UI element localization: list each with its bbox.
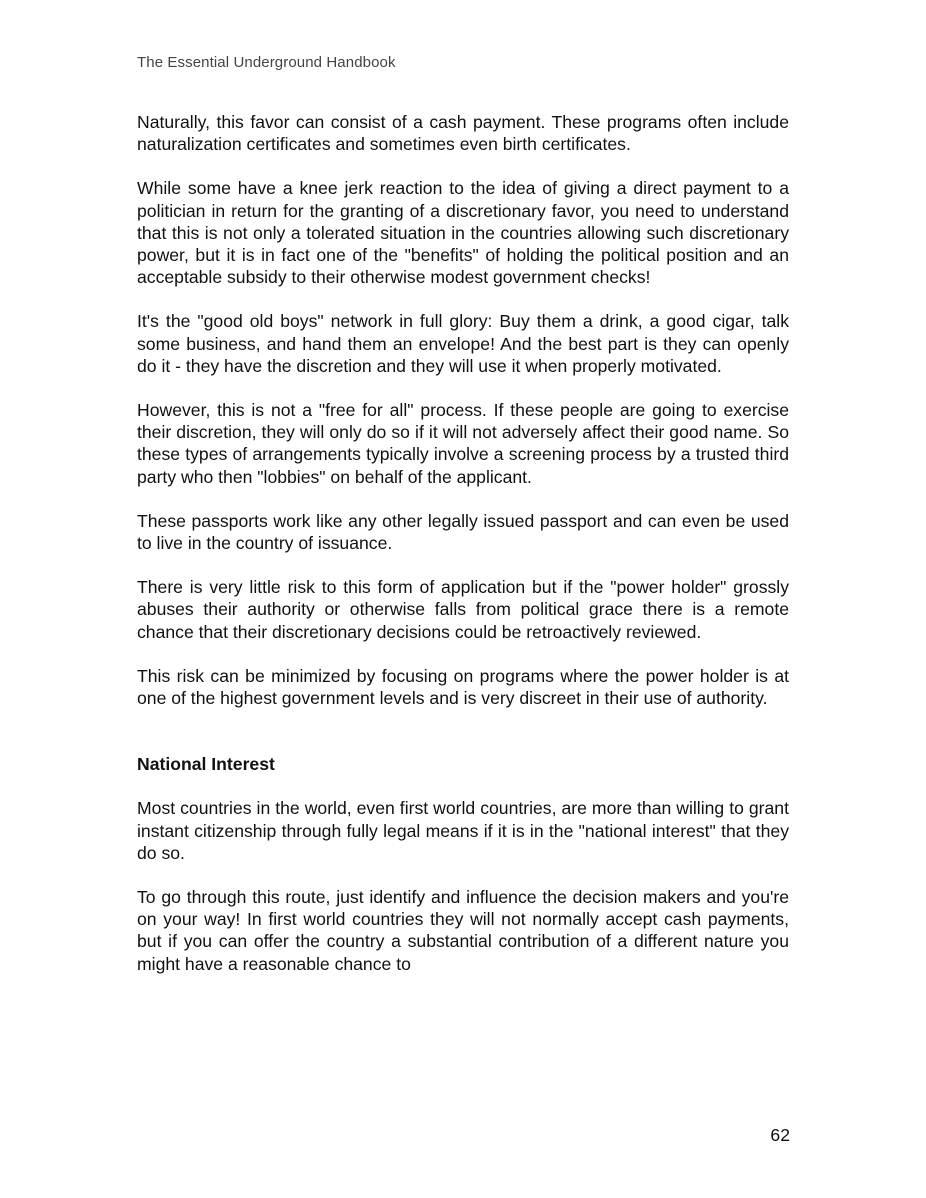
section-heading-national-interest: National Interest	[137, 754, 275, 775]
paragraph-knee-jerk: While some have a knee jerk reaction to the idea of giving a direct payment to a politician in return for the granting of a discretionary favor, you need to understand that this is not only a tolerated situation in the countries allowing such discretionary power, but it is in fact one of the "benefits" of holding the political position and an acceptable subsidy to their otherwise modest government checks!	[137, 178, 789, 288]
paragraph-decision-makers: To go through this route, just identify and influence the decision makers and you're on your way! In first world countries they will not normally accept cash payments, but if you can offer the country a substantial contribution of a different nature you might have a reasonable chance to	[137, 887, 789, 974]
page-number: 62	[770, 1125, 790, 1145]
paragraph-passports-work: These passports work like any other legally issued passport and can even be used to live in the country of issuance.	[137, 510, 789, 554]
paragraph-national-interest: Most countries in the world, even first world countries, are more than willing to grant instant citizenship through fully legal means if it is in the "national interest" that they do so.	[137, 798, 789, 863]
paragraph-cash-payment: Naturally, this favor can consist of a cash payment. These programs often include naturalization certificates and sometimes even birth certificates.	[137, 112, 789, 155]
running-header: The Essential Underground Handbook	[137, 54, 396, 71]
paragraph-good-old-boys: It's the "good old boys" network in full glory: Buy them a drink, a good cigar, talk some business, and hand them an envelope! And the best part is they can openly do it - they have the discretion and they will use it when properly motivated.	[137, 311, 789, 376]
paragraph-little-risk: There is very little risk to this form of application but if the "power holder" grossly abuses their authority or otherwise falls from political grace there is a remote chance that their discretionary decisions could be retroactively reviewed.	[137, 577, 789, 642]
page-body	[137, 111, 789, 997]
paragraph-risk-minimized: This risk can be minimized by focusing on programs where the power holder is at one of the highest government levels and is very discreet in their use of authority.	[137, 665, 789, 709]
paragraph-free-for-all: However, this is not a "free for all" process. If these people are going to exercise their discretion, they will only do so if it will not adversely affect their good name. So these types of arrangements typically involve a screening process by a trusted third party who then "lobbies" on behalf of the applicant.	[137, 400, 789, 487]
